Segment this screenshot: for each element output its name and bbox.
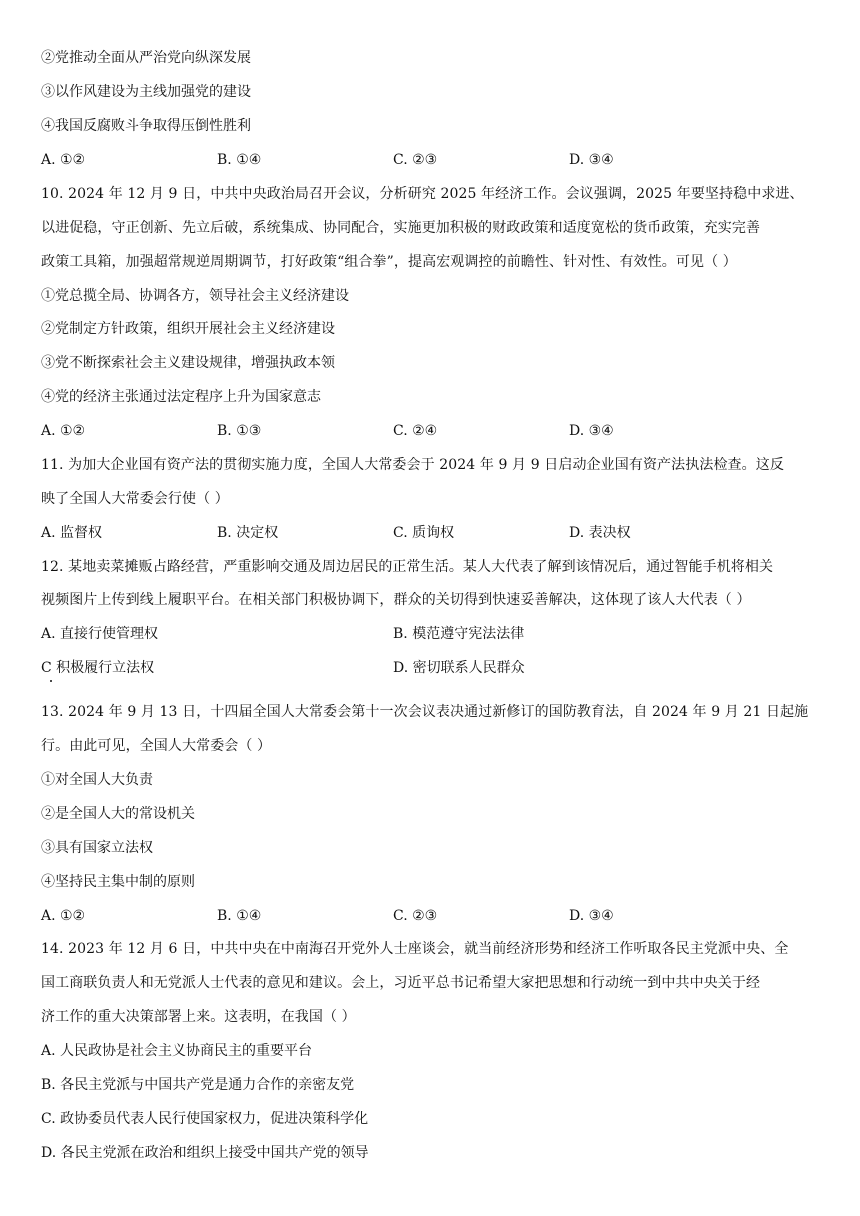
q11-option-c: C. 质询权 xyxy=(393,525,455,541)
q12-option-b: B. 模范遵守宪法法律 xyxy=(393,626,525,642)
q13-stem-line-1: 13. 2024 年 9 月 13 日，十四届全国人大常委会第十一次会议表决通过新修订的国防教育法，自 2024 年 9 月 21 日起施 xyxy=(41,704,809,720)
q13-item-4: ④坚持民主集中制的原则 xyxy=(41,874,195,890)
q10-option-d: D. ③④ xyxy=(569,423,614,439)
q11-option-d: D. 表决权 xyxy=(569,525,631,541)
q10-option-a: A. ①② xyxy=(41,423,86,439)
q13-stem-line-2: 行。由此可见，全国人大常委会（ ） xyxy=(41,738,272,754)
q12-option-a: A. 直接行使管理权 xyxy=(41,626,159,642)
q10-stem-line-2: 以进促稳，守正创新、先立后破，系统集成、协同配合，实施更加积极的财政政策和适度宽松的货币政策，充实完善 xyxy=(41,220,761,236)
q10-item-1: ①党总揽全局、协调各方，领导社会主义经济建设 xyxy=(41,288,349,304)
q9-item-3: ③以作风建设为主线加强党的建设 xyxy=(41,84,251,100)
q10-item-2: ②党制定方针政策，组织开展社会主义经济建设 xyxy=(41,321,335,337)
q10-option-b: B. ①③ xyxy=(217,423,262,439)
q13-option-c: C. ②③ xyxy=(393,908,438,924)
q11-stem-line-2: 映了全国人大常委会行使（ ） xyxy=(41,491,229,507)
q14-stem-line-3: 济工作的重大决策部署上来。这表明，在我国（ ） xyxy=(41,1009,356,1025)
q14-option-b: B. 各民主党派与中国共产党是通力合作的亲密友党 xyxy=(41,1077,355,1093)
q14-stem-line-2: 国工商联负责人和无党派人士代表的意见和建议。会上，习近平总书记希望大家把思想和行动统一到中共中央关于经 xyxy=(41,975,761,991)
q12-stem-line-1: 12. 某地卖菜摊贩占路经营，严重影响交通及周边居民的正常生活。某人大代表了解到该情况后，通过智能手机将相关 xyxy=(41,559,774,575)
q12-option-d: D. 密切联系人民群众 xyxy=(393,660,525,676)
q9-option-c: C. ②③ xyxy=(393,152,438,168)
q9-item-2: ②党推动全面从严治党向纵深发展 xyxy=(41,50,251,66)
q9-option-d: D. ③④ xyxy=(569,152,614,168)
q13-option-b: B. ①④ xyxy=(217,908,262,924)
q13-option-d: D. ③④ xyxy=(569,908,614,924)
q10-option-c: C. ②④ xyxy=(393,423,438,439)
q10-item-3: ③党不断探索社会主义建设规律，增强执政本领 xyxy=(41,355,335,371)
q9-option-b: B. ①④ xyxy=(217,152,262,168)
q10-item-4: ④党的经济主张通过法定程序上升为国家意志 xyxy=(41,389,321,405)
q14-stem-line-1: 14. 2023 年 12 月 6 日，中共中央在中南海召开党外人士座谈会，就当前经济形势和经济工作听取各民主党派中央、全 xyxy=(41,941,789,957)
q13-option-a: A. ①② xyxy=(41,908,86,924)
q13-item-1: ①对全国人大负责 xyxy=(41,772,153,788)
q11-option-b: B. 决定权 xyxy=(217,525,279,541)
q14-option-c: C. 政协委员代表人民行使国家权力，促进决策科学化 xyxy=(41,1111,369,1127)
q14-option-a: A. 人民政协是社会主义协商民主的重要平台 xyxy=(41,1043,313,1059)
stray-dot-mark xyxy=(50,680,52,682)
q11-stem-line-1: 11. 为加大企业国有资产法的贯彻实施力度，全国人大常委会于 2024 年 9 月 9 日启动企业国有资产法执法检查。这反 xyxy=(41,457,784,473)
q14-option-d: D. 各民主党派在政治和组织上接受中国共产党的领导 xyxy=(41,1145,369,1161)
q12-option-c: C 积极履行立法权 xyxy=(41,660,155,676)
q10-stem-line-1: 10. 2024 年 12 月 9 日，中共中央政治局召开会议，分析研究 2025 年经济工作。会议强调，2025 年要坚持稳中求进、 xyxy=(41,186,804,202)
q11-option-a: A. 监督权 xyxy=(41,525,103,541)
q10-stem-line-3: 政策工具箱，加强超常规逆周期调节，打好政策“组合拳”，提高宏观调控的前瞻性、针对性、有效性。可见（ ） xyxy=(41,254,737,270)
q9-item-4: ④我国反腐败斗争取得压倒性胜利 xyxy=(41,118,251,134)
q13-item-3: ③具有国家立法权 xyxy=(41,840,153,856)
q12-stem-line-2: 视频图片上传到线上履职平台。在相关部门积极协调下，群众的关切得到快速妥善解决，这体现了该人大代表（ ） xyxy=(41,592,751,608)
q13-item-2: ②是全国人大的常设机关 xyxy=(41,806,195,822)
q9-option-a: A. ①② xyxy=(41,152,86,168)
